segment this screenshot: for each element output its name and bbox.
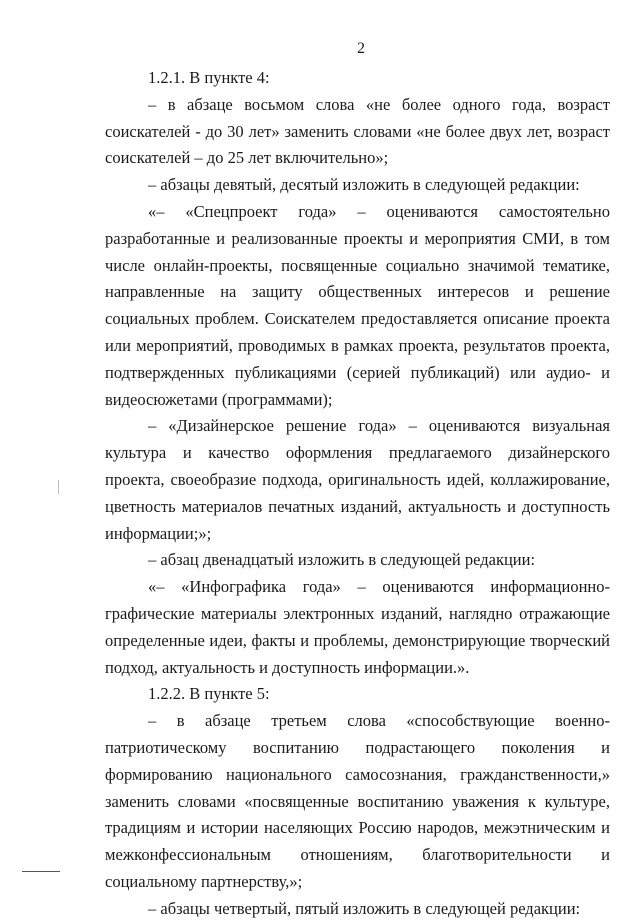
paragraph-design-solution: – «Дизайнерское решение года» – оцениваются визуальная культура и качество оформления предлагаемого дизайнерского проекта, своеобразие подхода, оригинальность идей, коллажирование, цветность материалов печатных изданий, актуальность и доступность информации;»; (105, 416, 610, 543)
document-body (105, 65, 610, 923)
scan-artifact-dot (58, 480, 59, 494)
paragraph-amend-9-10: – абзацы девятый, десятый изложить в следующей редакции: (148, 175, 580, 195)
paragraph-infographics: «– «Инфографика года» – оцениваются информационно-графические материалы электронных изданий, наглядно отражающие определенные идеи, факты и проблемы, демонстрирующие творческий подход, актуальность и доступность информации.». (105, 577, 610, 677)
scan-artifact-line (22, 871, 60, 872)
paragraph-amend-age: – в абзаце восьмом слова «не более одного года, возраст соискателей - до 30 лет» заменить словами «не более двух лет, возраст соискателей – до 25 лет включительно»; (105, 94, 610, 168)
paragraph-amend-4-5: – абзацы четвертый, пятый изложить в следующей редакции: (148, 898, 581, 918)
page-number: 2 (357, 40, 365, 57)
paragraph-amend-12: – абзац двенадцатый изложить в следующей редакции: (148, 550, 536, 570)
paragraph-special-project: «– «Спецпроект года» – оцениваются самостоятельно разработанные и реализованные проекты и мероприятия СМИ, в том числе онлайн-проекты, посвященные социально значимой тематике, направленные на защиту общественных интересов и решение социальных проблем. Соискателем предоставляется описание проекта или мероприятий, проводимых в рамках проекта, результатов проекта, подтвержденных публикациями (серией публикаций) или аудио- и видеосюжетами (программами); (105, 201, 610, 409)
paragraph-amend-3: – в абзаце третьем слова «способствующие военно-патриотическому воспитанию подрастающего поколения и формированию национального самосознания, гражданственности,» заменить словами «посвященные воспитанию уважения к культуре, традициям и истории населяющих Россию народов, межэтническим и межконфессиональным отношениям, благотворительности и социальному партнерству,»; (105, 711, 610, 891)
paragraph-section-1-2-2: 1.2.2. В пункте 5: (148, 684, 270, 704)
paragraph-section-1-2-1: 1.2.1. В пункте 4: (148, 68, 270, 87)
